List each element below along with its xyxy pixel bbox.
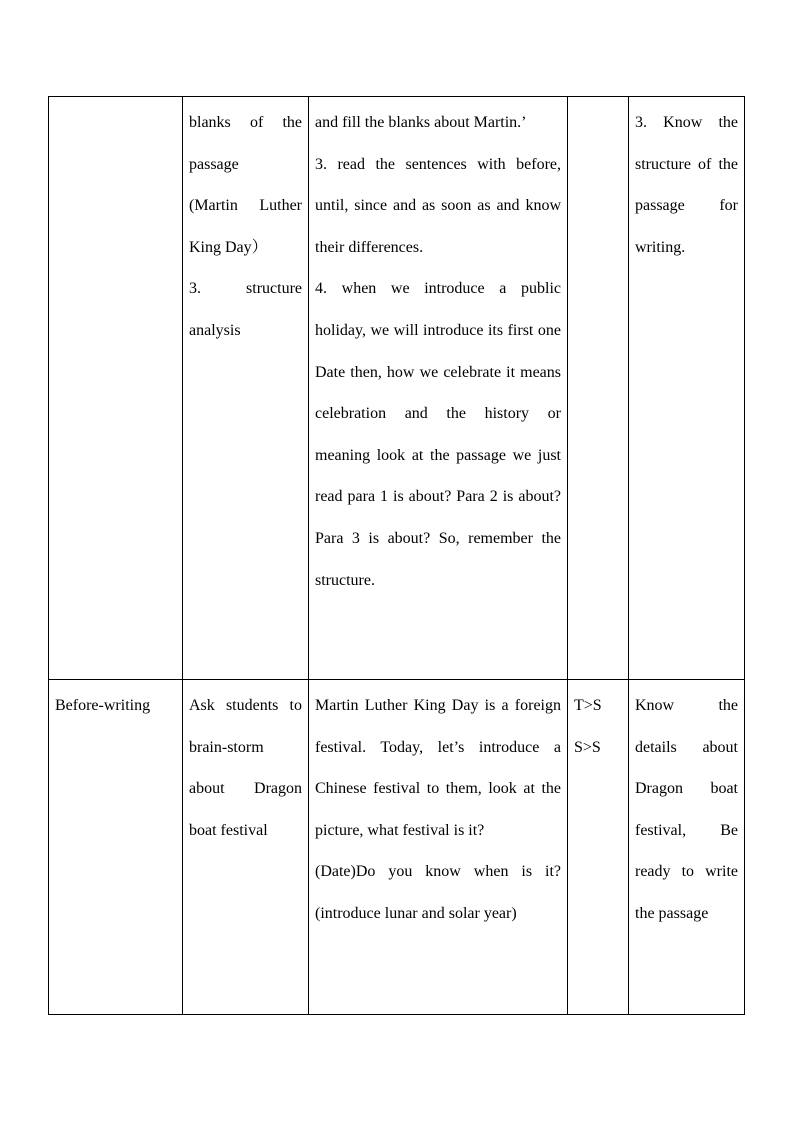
teacher-line: 4. when we introduce a public holiday, we will introduce its first one Date then, how we celebrate it means celebration and the history or meaning look at the passage we just read para 1 is about? Para 2 is about? Para 3 is about? So, remember the structure. (315, 280, 561, 589)
table-row (49, 680, 745, 1015)
activity-line: Ask students to brain-storm about Dragon boat festival (189, 697, 302, 839)
activity-line: 3. structure analysis (189, 280, 302, 339)
purpose-line: Know the details about Dragon boat festival, Be ready to write the passage (635, 697, 738, 922)
mode-cell (568, 97, 629, 680)
stage-cell (49, 680, 183, 1015)
activities-cell (183, 680, 309, 1015)
mode-line: S>S (574, 738, 601, 756)
purpose-cell (629, 680, 745, 1015)
teacher-cell (309, 680, 568, 1015)
teacher-cell (309, 97, 568, 680)
mode-line: T>S (574, 697, 602, 714)
teacher-line: Martin Luther King Day is a foreign festival. Today, let’s introduce a Chinese festival to them, look at the picture, what festival is it? (315, 697, 561, 839)
mode-cell (568, 680, 629, 1015)
stage-label: Before-writing (55, 697, 151, 714)
teacher-line: (Date)Do you know when is it?(introduce lunar and solar year) (315, 863, 561, 922)
stage-cell (49, 97, 183, 680)
activity-line: (Martin Luther King Day） (189, 197, 302, 256)
teacher-line: 3. read the sentences with before, until, since and as soon as and know their differences. (315, 155, 561, 256)
activity-line: blanks of the passage (189, 114, 302, 173)
teacher-line: and fill the blanks about Martin.’ (315, 114, 527, 131)
purpose-line: 3. Know the structure of the passage for writing. (635, 114, 738, 256)
activities-cell (183, 97, 309, 680)
purpose-cell (629, 97, 745, 680)
lesson-plan-table (48, 96, 745, 1015)
table-row (49, 97, 745, 680)
